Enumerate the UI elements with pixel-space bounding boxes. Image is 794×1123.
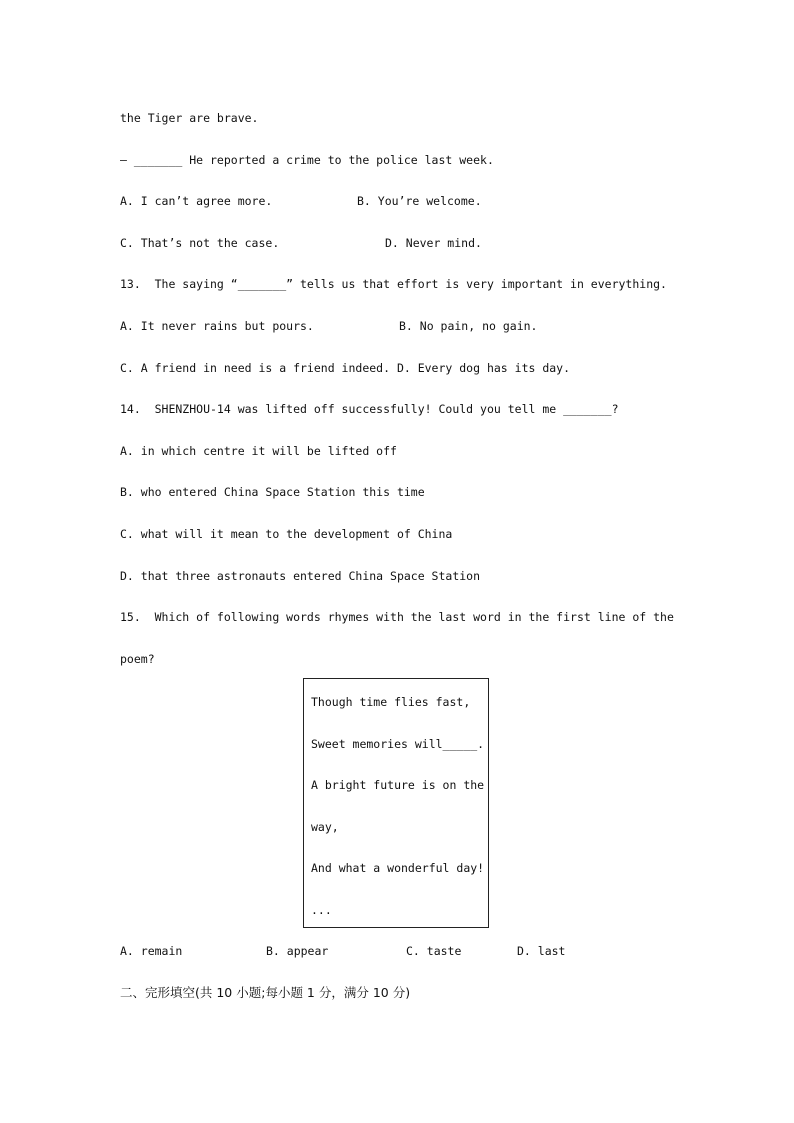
q14-option-b: B. who entered China Space Station this time: [120, 485, 425, 499]
q15-option-c: C. taste: [406, 944, 462, 958]
poem-line-2: Sweet memories will_____.: [311, 737, 485, 751]
text-line-continuation: the Tiger are brave.: [120, 111, 259, 125]
q12-option-b: B. You’re welcome.: [357, 194, 482, 208]
poem-line-3: A bright future is on the: [311, 778, 485, 792]
q12-option-c: C. That’s not the case.: [120, 236, 280, 250]
question-14: 14. SHENZHOU-14 was lifted off successfully! Could you tell me _______?: [120, 402, 619, 416]
poem-box: [303, 678, 489, 928]
poem-line-1: Though time flies fast,: [311, 695, 471, 709]
q15-option-d: D. last: [517, 944, 566, 958]
question-15-line1: 15. Which of following words rhymes with the last word in the first line of the: [120, 610, 674, 624]
q14-option-d: D. that three astronauts entered China Space Station: [120, 569, 481, 583]
section-2-heading: 二、完形填空(共 10 小题;每小题 1 分，满分 10 分): [120, 985, 411, 1000]
poem-line-4: way,: [311, 820, 339, 834]
question-15-line2: poem?: [120, 652, 155, 666]
question-13: 13. The saying “_______” tells us that effort is very important in everything.: [120, 277, 667, 291]
q15-option-b: B. appear: [266, 944, 329, 958]
q14-option-a: A. in which centre it will be lifted off: [120, 444, 397, 458]
poem-line-6: ...: [311, 903, 332, 917]
dialogue-line: — _______ He reported a crime to the police last week.: [120, 153, 494, 167]
q12-option-a: A. I can’t agree more.: [120, 194, 273, 208]
q13-options-cd: C. A friend in need is a friend indeed. D. Every dog has its day.: [120, 361, 571, 375]
q13-option-a: A. It never rains but pours.: [120, 319, 314, 333]
q15-option-a: A. remain: [120, 944, 183, 958]
q12-option-d: D. Never mind.: [385, 236, 482, 250]
q14-option-c: C. what will it mean to the development of China: [120, 527, 453, 541]
q13-option-b: B. No pain, no gain.: [399, 319, 538, 333]
poem-line-5: And what a wonderful day!: [311, 861, 485, 875]
